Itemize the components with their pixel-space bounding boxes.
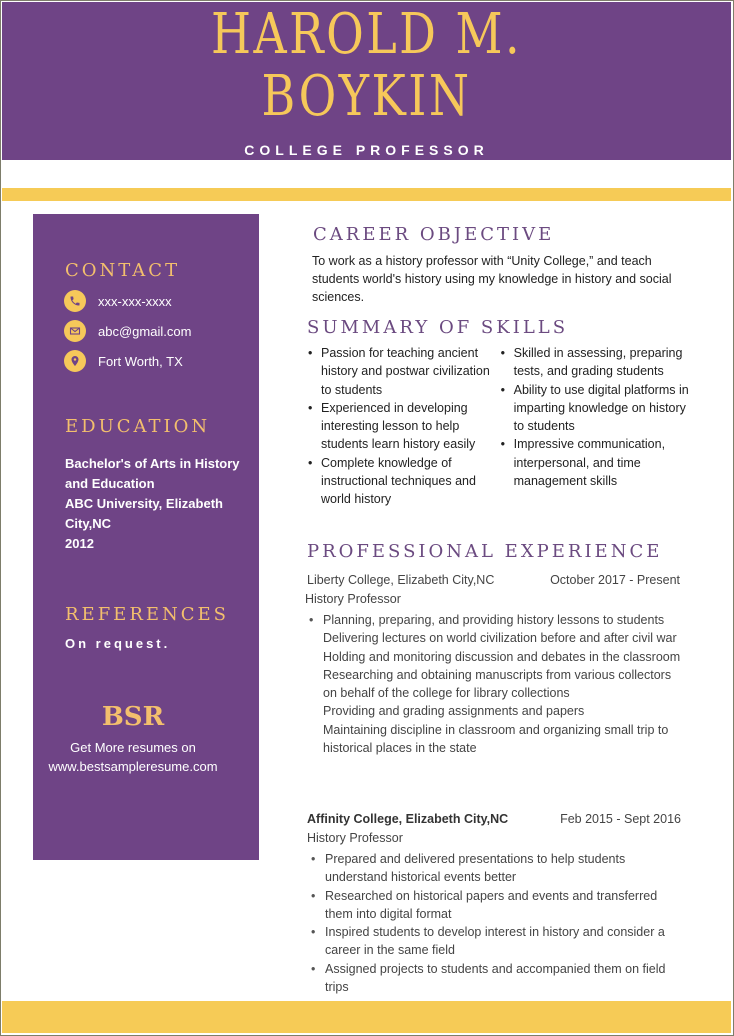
top-accent-bar — [2, 188, 731, 201]
job-company: Liberty College, Elizabeth City,NC — [307, 573, 495, 587]
objective-text: To work as a history professor with “Unity College,” and teach students world's history using my knowledge in history and social sciences. — [312, 254, 672, 304]
objective-heading: CAREER OBJECTIVE — [313, 224, 555, 245]
references-text: On request. — [65, 636, 171, 651]
skills-heading: SUMMARY OF SKILLS — [307, 317, 569, 338]
job-role: History Professor — [305, 592, 401, 606]
promo-link[interactable]: www.bestsampleresume.com — [48, 759, 218, 774]
job-bullet: Providing and grading assignments and papers — [323, 704, 585, 719]
education-line: Bachelor's of Arts in History — [65, 456, 240, 471]
bottom-accent-bar — [2, 1001, 731, 1033]
job-bullet: • Researched on historical papers and events and transferred them into digital format — [325, 887, 687, 924]
job-dates: Feb 2015 - Sept 2016 — [560, 812, 681, 826]
skill-item: • Skilled in assessing, preparing tests, and grading students — [514, 344, 695, 381]
job-entry-1 — [305, 571, 685, 757]
job-bullet: • Inspired students to develop interest in history and consider a career in the same field — [325, 923, 687, 960]
email-icon — [64, 320, 86, 342]
contact-heading: CONTACT — [65, 260, 181, 281]
job-bullet: Holding and monitoring discussion and debates in the classroom — [323, 649, 681, 664]
candidate-name — [68, 4, 666, 128]
job-bullet: Maintaining discipline in classroom and organizing small trip to historical places in the state — [323, 722, 669, 756]
job-bullet: • Planning, preparing, and providing history lessons to students — [323, 611, 685, 629]
job-role: History Professor — [307, 831, 403, 845]
job-header — [305, 571, 685, 590]
phone-icon — [64, 290, 86, 312]
job-header — [307, 810, 687, 829]
job-dates: October 2017 - Present — [550, 573, 680, 587]
job-bullets — [307, 850, 687, 996]
job-bullet: • Prepared and delivered presentations to help students understand historical events better — [325, 850, 687, 887]
skill-item: • Complete knowledge of instructional techniques and world history — [321, 454, 498, 509]
contact-location — [64, 350, 183, 372]
experience-heading: PROFESSIONAL EXPERIENCE — [307, 541, 663, 562]
email-text: abc@gmail.com — [98, 323, 192, 339]
job-title: COLLEGE PROFESSOR — [244, 142, 489, 158]
name-line-1: HAROLD M. — [210, 2, 523, 67]
skills-column-1 — [305, 344, 498, 509]
skills-column-2 — [498, 344, 695, 509]
location-text: Fort Worth, TX — [98, 353, 183, 369]
skill-item: • Ability to use digital platforms in imparting knowledge on history to students — [514, 381, 695, 436]
promo-line-1: Get More resumes on — [70, 740, 196, 755]
education-line: ABC University, Elizabeth — [65, 496, 223, 511]
skill-item: • Passion for teaching ancient history and postwar civilization to students — [321, 344, 498, 399]
bsr-logo: BSR — [101, 702, 165, 732]
education-line: and Education — [65, 476, 155, 491]
name-line-2: BOYKIN — [261, 64, 472, 129]
job-bullet: • Assigned projects to students and accompanied them on field trips — [325, 960, 687, 997]
contact-email — [64, 320, 191, 342]
job-entry-2 — [307, 810, 687, 996]
job-bullet: Researching and obtaining manuscripts from various collectors on behalf of the college for library collections — [323, 667, 672, 701]
job-bullets — [305, 611, 685, 757]
references-heading: REFERENCES — [65, 604, 230, 625]
skill-item: • Experienced in developing interesting lesson to help students learn history easily — [321, 399, 498, 454]
location-icon — [64, 350, 86, 372]
education-line: 2012 — [65, 536, 94, 551]
sidebar — [33, 214, 259, 860]
contact-phone — [64, 290, 172, 312]
skills-list — [305, 344, 695, 509]
job-bullet: Delivering lectures on world civilization before and after civil war — [323, 631, 677, 646]
education-heading: EDUCATION — [65, 416, 211, 437]
promo-text — [33, 738, 233, 776]
education-line: City,NC — [65, 516, 111, 531]
phone-text: xxx-xxx-xxxx — [98, 293, 172, 309]
job-company: Affinity College, Elizabeth City,NC — [307, 812, 509, 826]
education-details — [65, 454, 240, 554]
skill-item: • Impressive communication, interpersonal, and time management skills — [514, 435, 695, 490]
header-banner — [2, 2, 731, 160]
